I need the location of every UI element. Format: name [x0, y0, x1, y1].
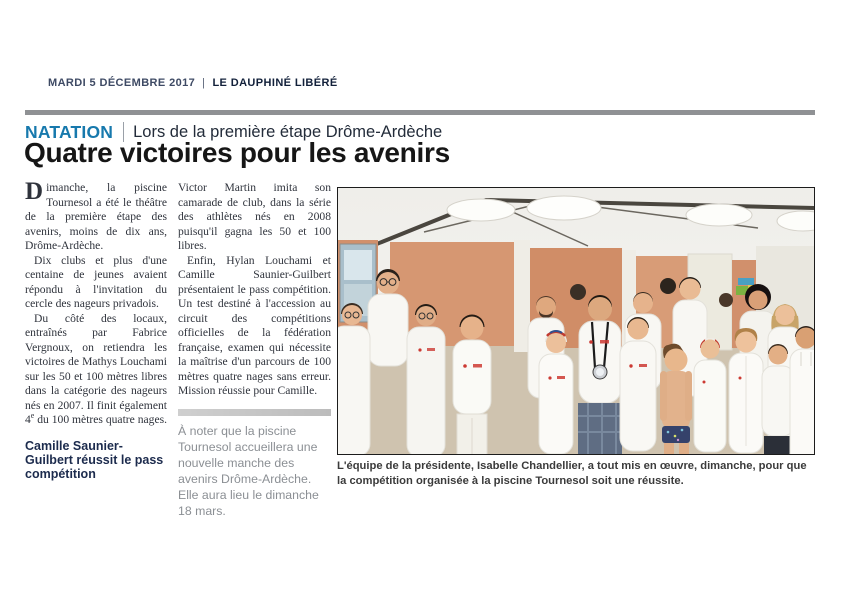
section-label: NATATION: [25, 121, 114, 142]
masthead-title: LE DAUPHINÉ LIBÉRÉ: [212, 77, 338, 89]
paragraph: Victor Martin imita son camarade de club, dans la série des athlètes nés en 2008 puisqu'il gagna les 50 et 100 libres.: [178, 181, 331, 252]
paragraph: [25, 178, 167, 254]
article-headline: Quatre victoires pour les avenirs: [24, 137, 450, 168]
paragraph: [25, 312, 167, 428]
paragraph: Dix clubs et plus d'une centaine de jeunes avaient répondu à l'invitation du cercle des nageurs privadois.: [25, 253, 167, 310]
paragraph: Enfin, Hylan Louchami et Camille Saunier-Guilbert présentaient le pass compétition. Un test destiné à l'accession au circuit des compétitions officielles de la fédération française, examen qui nécessite la maîtrise d'un parcours de 100 mètres quatre nages sans erreur. Mission réussie pour Camille.: [178, 253, 331, 397]
article-subhead: Camille Saunier-Guilbert réussit le pass compétition: [25, 438, 164, 481]
ordinal-superscript: e: [30, 411, 35, 421]
paragraph-text: Du côté des locaux, entraînés par Fabrice Vergnoux, on retiendra les victoires de Mathys Louchami sur les 50 et 100 mètres libres dans la catégorie des nageurs nés en 2007. Il finit également 4: [25, 311, 167, 426]
dateline-date: MARDI 5 DÉCEMBRE 2017: [48, 77, 196, 89]
kicker-text: Lors de la première étape Drôme-Ardèche: [133, 122, 443, 141]
dateline-separator: |: [202, 77, 206, 89]
paragraph-text: imanche, la piscine Tournesol a été le théâtre de la première étape des avenirs, moins de dix ans, Drôme-Ardèche.: [25, 181, 167, 252]
note-divider-bar: [178, 409, 331, 416]
pool-group-photo-illustration: [338, 188, 814, 454]
note-text: À noter que la piscine Tournesol accueillera une nouvelle manche des avenirs Drôme-Ardèche. Elle aura lieu le dimanche 18 mars.: [178, 423, 319, 518]
section-rule: [25, 110, 815, 115]
drop-cap: D: [25, 178, 44, 205]
dateline: [48, 77, 338, 89]
article-photo: [337, 187, 815, 455]
photo-caption: L'équipe de la présidente, Isabelle Chandellier, a tout mis en œuvre, dimanche, pour que la compétition organisée à la piscine Tournesol soit une réussite.: [337, 460, 807, 487]
paragraph-text: du 100 mètres quatre nages.: [34, 413, 168, 426]
article-column-2: [178, 181, 331, 519]
article-column-1: [25, 178, 168, 481]
